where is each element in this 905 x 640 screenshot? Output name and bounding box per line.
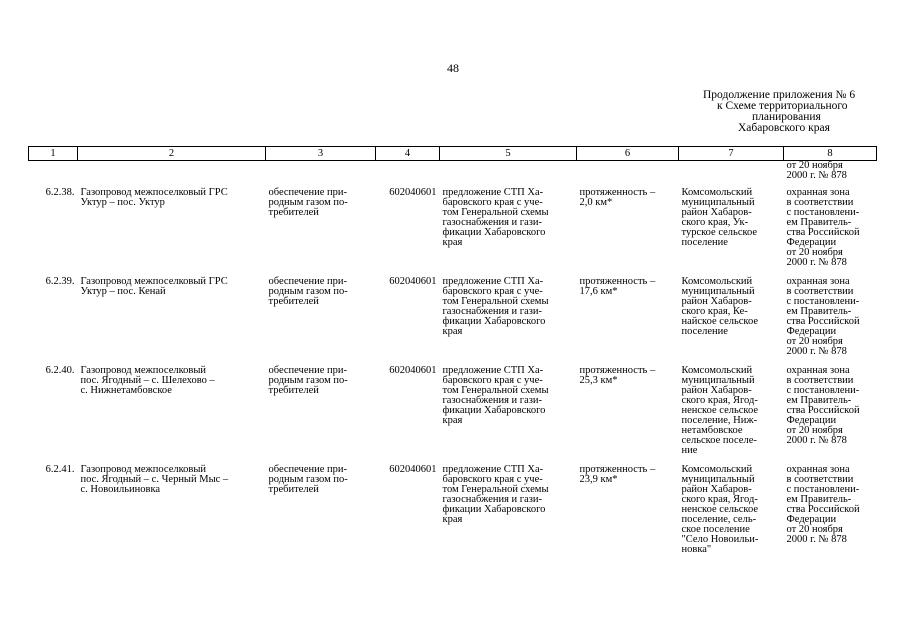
cell-line: Уктур – пос. Уктур [80,197,165,208]
basis-cell [440,183,577,272]
cell-line: с постановлени- [786,385,860,396]
cell-line: ства Российской [786,316,860,327]
cell-line: предложение СТП Ха- [442,276,544,287]
cell-line: том Генеральной схемы [442,385,549,396]
cell-line: обеспечение при- [268,187,348,198]
cell-line: с постановлени- [786,296,860,307]
cell-line: Газопровод межпоселковый [80,464,207,475]
location-cell [679,183,784,272]
row-number-cell: 6.2.41. [45,464,75,475]
cell-line: том Генеральной схемы [442,296,549,307]
object-name-cell [78,183,266,272]
zone-cell [784,272,877,361]
code-cell: 602040601 [389,464,437,475]
cell-line: район Хабаров- [681,207,752,218]
cell-line: ем Правитель- [786,306,852,317]
column-header: 2 [78,147,266,161]
object-name-cell [78,361,266,460]
cell-line: Федерации [786,514,837,525]
cell-line: в соответствии [786,474,854,485]
characteristics-cell [577,460,679,559]
basis-cell [440,361,577,460]
basis-cell [440,272,577,361]
cell-line: газоснабжения и гази- [442,217,543,228]
cell-line: Газопровод межпоселковый ГРС [80,187,228,198]
cell-line: от 20 ноября [786,160,843,171]
location-cell [679,460,784,559]
characteristics-cell [577,183,679,272]
cell-line: охранная зона [786,464,850,475]
continuation-zone-cell [784,161,877,184]
cell-line: требителей [268,484,319,495]
cell-line: 2,0 км* [579,197,613,208]
cell-line: "Село Новоильи- [681,534,759,545]
cell-line: Комсомольский [681,365,753,376]
cell-line: ем Правитель- [786,494,852,505]
cell-line: баровского края с уче- [442,474,543,485]
cell-line: протяженность – [579,365,656,376]
cell-line: 2000 г. № 878 [786,435,847,446]
cell-line: родным газом по- [268,286,348,297]
characteristics-cell [577,272,679,361]
cell-line: охранная зона [786,276,850,287]
cell-line: поселение [681,326,728,337]
object-name-cell [78,460,266,559]
location-cell [679,361,784,460]
cell-line: ненское сельское [681,504,759,515]
cell-line: ского края, Ягод- [681,395,758,406]
cell-line: фикации Хабаровского [442,405,546,416]
cell-line: Федерации [786,326,837,337]
column-header: 8 [784,147,877,161]
cell-line: Комсомольский [681,464,753,475]
cell-line: 2000 г. № 878 [786,169,847,181]
zone-cell [784,183,877,272]
table-row [29,183,877,272]
cell-line: в соответствии [786,286,854,297]
header-row [29,147,877,161]
cell-line: баровского края с уче- [442,286,543,297]
cell-line: края [442,415,463,426]
cell-line: требителей [268,385,319,396]
cell-line: ства Российской [786,227,860,238]
table-row [29,460,877,559]
cell-line: поселение, Ниж- [681,415,758,426]
cell-line: район Хабаров- [681,385,752,396]
cell-line: 25,3 км* [579,375,618,386]
caption-line: Продолжение приложения № 6 [703,89,856,101]
cell-line: с постановлени- [786,207,860,218]
cell-line: пос. Ягодный – с. Шелехово – [80,375,215,386]
cell-line: муниципальный [681,286,755,297]
column-header: 6 [577,147,679,161]
cell-line: с. Нижнетамбовское [80,385,172,396]
zone-cell [784,361,877,460]
cell-line: Федерации [786,237,837,248]
cell-line: ства Российской [786,405,860,416]
cell-line: ние [681,445,698,456]
cell-line: нетамбовское [681,425,743,436]
cell-line: турское сельское [681,227,758,238]
row-number-cell: 6.2.38. [45,187,75,198]
cell-line: газоснабжения и гази- [442,494,543,505]
cell-line: родным газом по- [268,474,348,485]
cell-line: протяженность – [579,464,656,475]
caption-line: к Схеме территориального [717,100,848,112]
column-header: 7 [679,147,784,161]
cell-line: предложение СТП Ха- [442,365,544,376]
cell-line: края [442,326,463,337]
cell-line: том Генеральной схемы [442,484,549,495]
cell-line: ского края, Ягод- [681,494,758,505]
cell-line: Комсомольский [681,187,753,198]
cell-line: ства Российской [786,504,860,515]
code-cell: 602040601 [389,365,437,376]
cell-line: Газопровод межпоселковый [80,365,207,376]
cell-line: баровского края с уче- [442,375,543,386]
cell-line: охранная зона [786,187,850,198]
caption-line: планирования [752,111,821,123]
purpose-cell [266,272,376,361]
cell-line: в соответствии [786,197,854,208]
cell-line: ем Правитель- [786,395,852,406]
cell-line: 2000 г. № 878 [786,346,847,357]
cell-line: Газопровод межпоселковый ГРС [80,276,228,287]
cell-line: баровского края с уче- [442,197,543,208]
objects-table [28,146,877,559]
cell-line: том Генеральной схемы [442,207,549,218]
cell-line: охранная зона [786,365,850,376]
table-row [29,272,877,361]
cell-line: найское сельское [681,316,759,327]
purpose-cell [266,183,376,272]
basis-cell [440,460,577,559]
column-header: 4 [376,147,440,161]
object-name-cell [78,272,266,361]
cell-line: ем Правитель- [786,217,852,228]
code-cell: 602040601 [389,187,437,198]
cell-line: обеспечение при- [268,276,348,287]
cell-line: в соответствии [786,375,854,386]
characteristics-cell [577,361,679,460]
cell-line: с. Новоильиновка [80,484,161,495]
cell-line: с постановлени- [786,484,860,495]
cell-line: 17,6 км* [579,286,618,297]
cell-line: протяженность – [579,276,656,287]
cell-line: муниципальный [681,474,755,485]
zone-cell [784,460,877,559]
code-cell: 602040601 [389,276,437,287]
cell-line: муниципальный [681,375,755,386]
caption-line: Хабаровского края [738,122,830,134]
appendix-caption [620,90,905,134]
page-number: 48 [447,61,459,75]
cell-line: требителей [268,207,319,218]
cell-line: 2000 г. № 878 [786,534,847,545]
cell-line: обеспечение при- [268,464,348,475]
cell-line: пос. Ягодный – с. Черный Мыс – [80,474,229,485]
cell-line: новка" [681,544,712,555]
column-header: 1 [29,147,78,161]
cell-line: требителей [268,296,319,307]
cell-line: родным газом по- [268,197,348,208]
cell-line: газоснабжения и гази- [442,395,543,406]
cell-line: от 20 ноября [786,524,843,535]
cell-line: Уктур – пос. Кенай [80,286,166,297]
cell-line: от 20 ноября [786,247,843,258]
cell-line: Комсомольский [681,276,753,287]
cell-line: от 20 ноября [786,336,843,347]
cell-line: поселение [681,237,728,248]
cell-line: 2000 г. № 878 [786,257,847,268]
cell-line: ское поселение [681,524,750,535]
cell-line: район Хабаров- [681,484,752,495]
cell-line: предложение СТП Ха- [442,464,544,475]
cell-line: от 20 ноября [786,425,843,436]
cell-line: ненское сельское [681,405,759,416]
column-header: 3 [266,147,376,161]
purpose-cell [266,361,376,460]
cell-line: фикации Хабаровского [442,504,546,515]
cell-line: муниципальный [681,197,755,208]
cell-line: газоснабжения и гази- [442,306,543,317]
cell-line: район Хабаров- [681,296,752,307]
cell-line: фикации Хабаровского [442,227,546,238]
continuation-row [29,161,877,184]
cell-line: Федерации [786,415,837,426]
cell-line: родным газом по- [268,375,348,386]
cell-line: протяженность – [579,187,656,198]
cell-line: края [442,514,463,525]
cell-line: края [442,237,463,248]
table-row [29,361,877,460]
cell-line: ского края, Ук- [681,217,749,228]
column-header: 5 [440,147,577,161]
cell-line: фикации Хабаровского [442,316,546,327]
row-number-cell: 6.2.40. [45,365,75,376]
cell-line: ского края, Ке- [681,306,748,317]
purpose-cell [266,460,376,559]
row-number-cell: 6.2.39. [45,276,75,287]
cell-line: сельское поселе- [681,435,757,446]
cell-line: 23,9 км* [579,474,618,485]
cell-line: поселение, сель- [681,514,757,525]
location-cell [679,272,784,361]
cell-line: обеспечение при- [268,365,348,376]
cell-line: предложение СТП Ха- [442,187,544,198]
